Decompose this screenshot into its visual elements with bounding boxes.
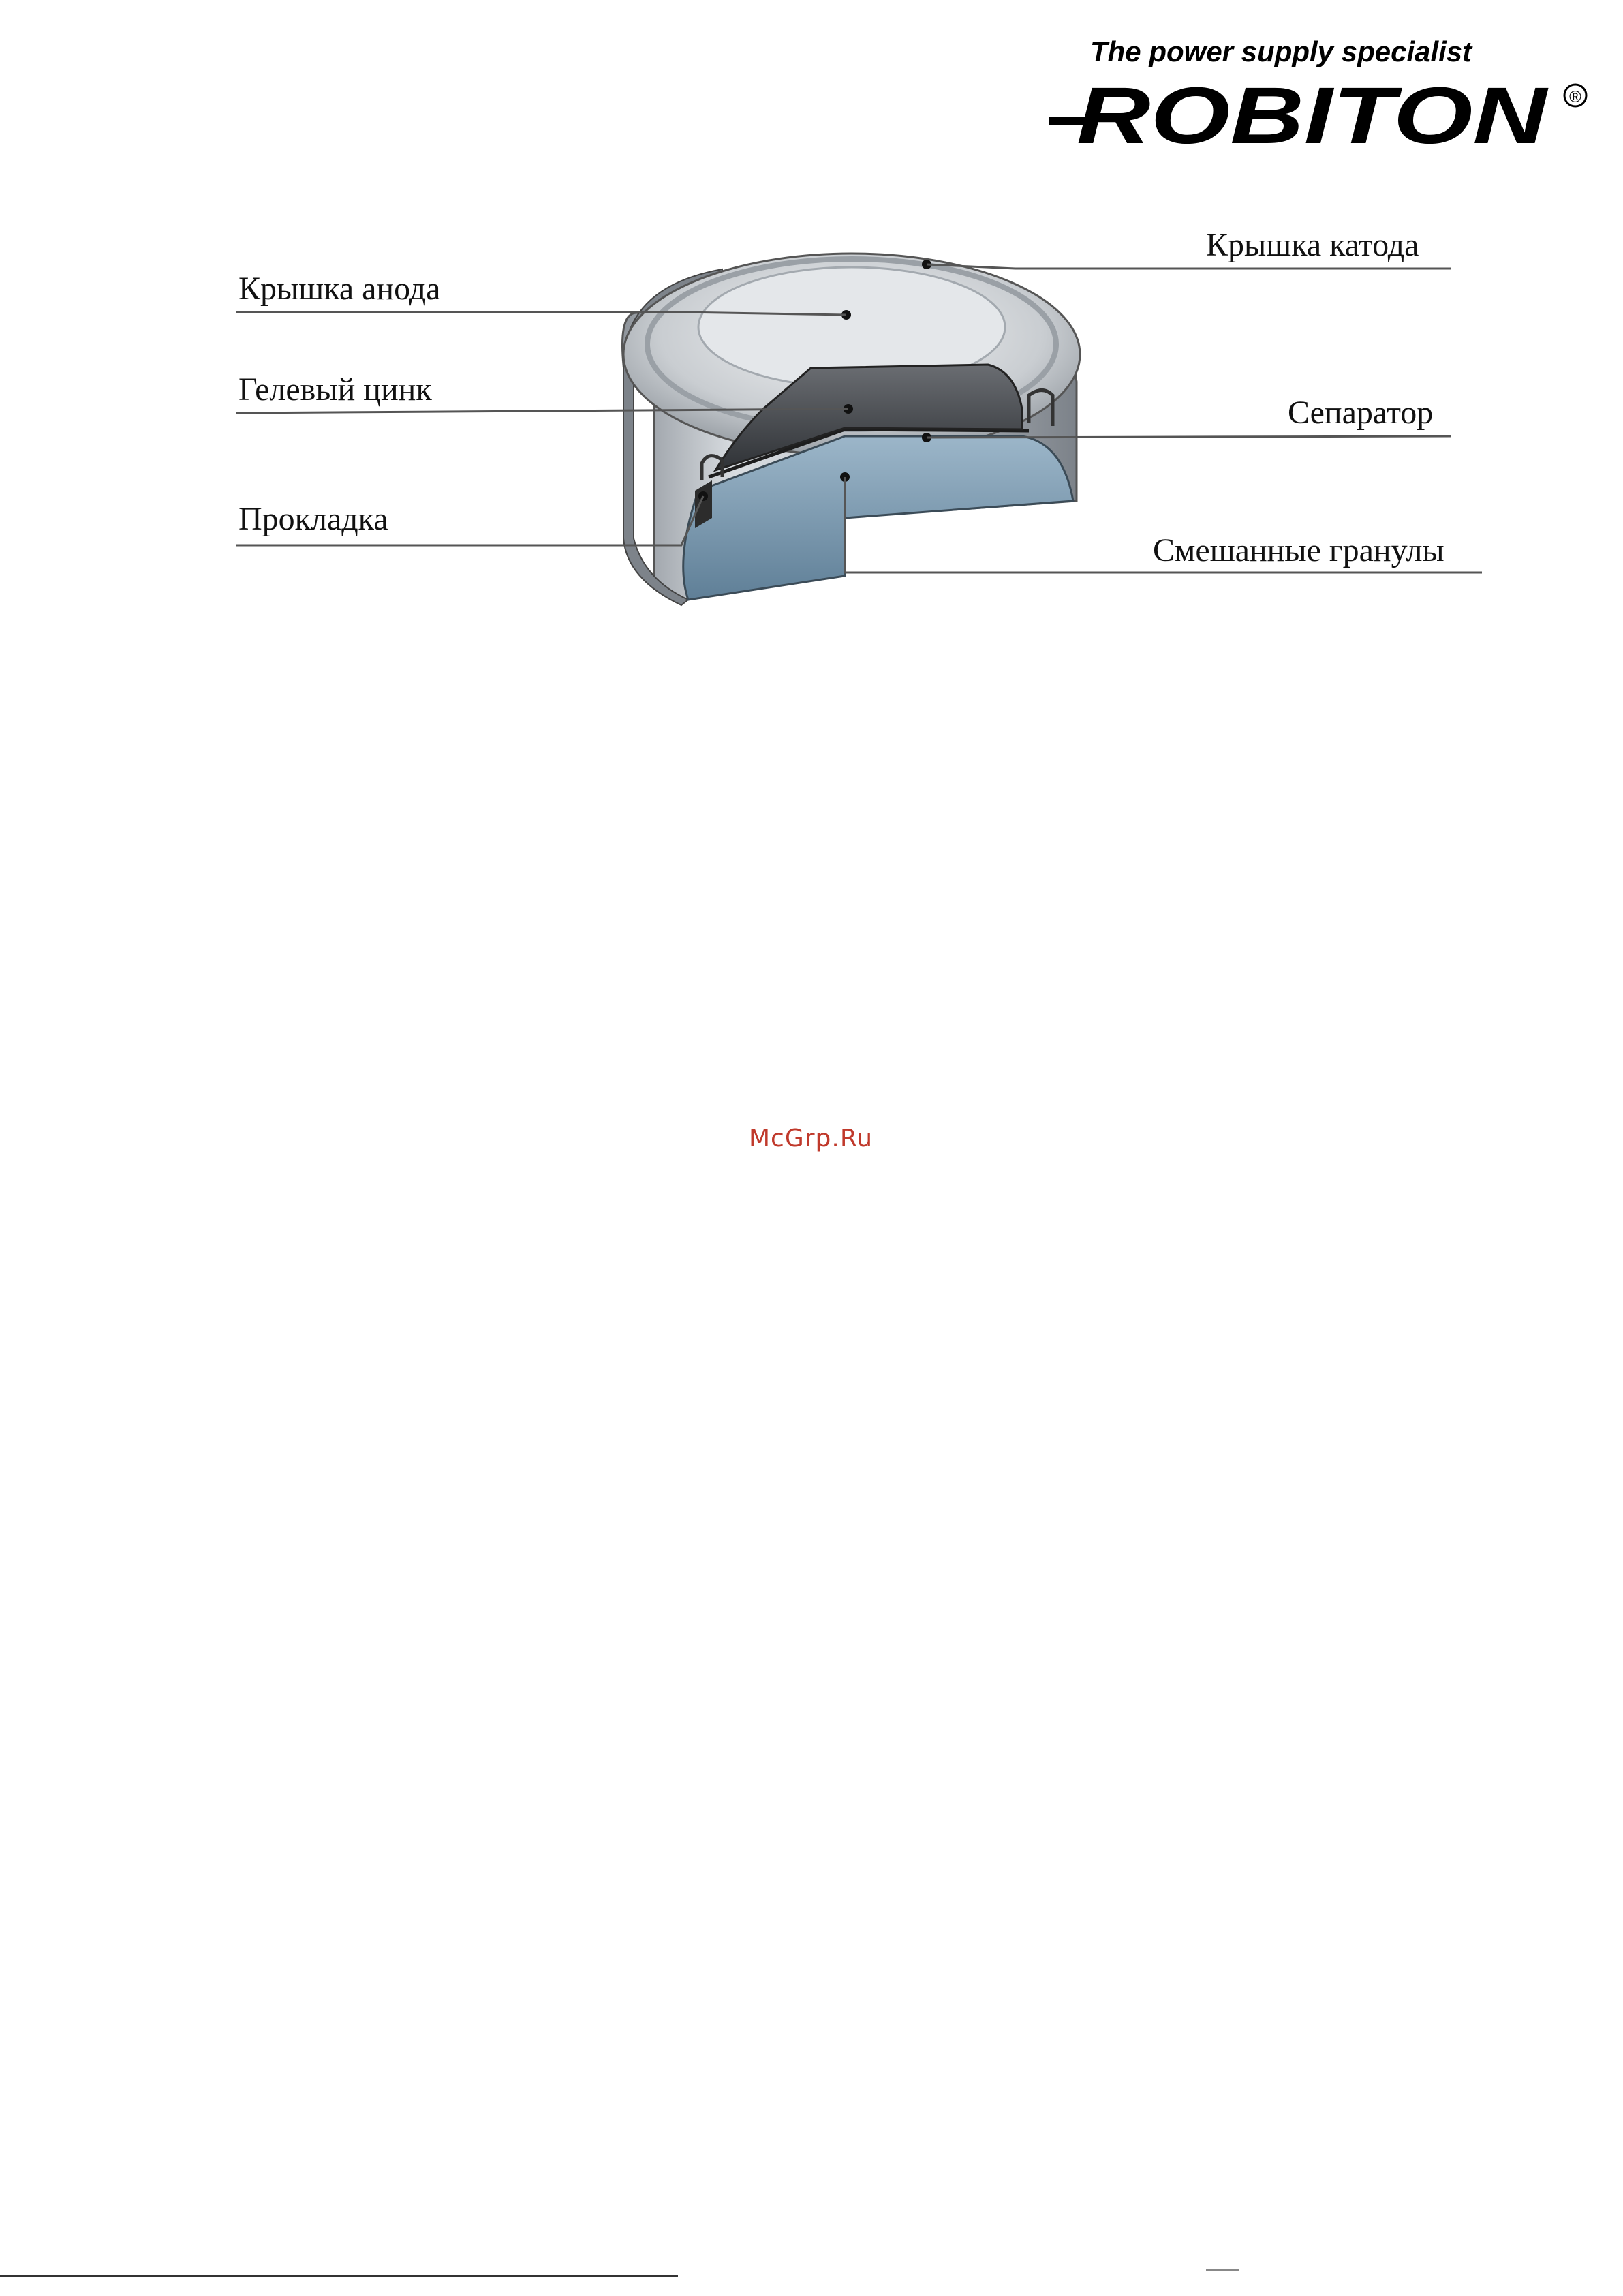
leader-cathode-cap xyxy=(927,264,1451,269)
label-cathode-cap: Крышка катода xyxy=(1206,227,1419,263)
footer-rule xyxy=(0,2275,678,2277)
label-gel-zinc: Гелевый цинк xyxy=(238,371,432,408)
label-mixed-granules: Смешанные гранулы xyxy=(1153,532,1444,568)
logo-text: ROBITON xyxy=(1077,75,1549,154)
label-anode-cap: Крышка анода xyxy=(238,271,441,307)
registered-mark: ® xyxy=(1569,88,1581,106)
label-gasket: Прокладка xyxy=(238,501,388,537)
leader-separator xyxy=(927,436,1451,438)
watermark: McGrp.Ru xyxy=(748,1124,874,1152)
brand-tagline: The power supply specialist xyxy=(1090,35,1472,67)
label-separator: Сепаратор xyxy=(1288,395,1434,431)
footer-mark xyxy=(1206,2269,1239,2271)
